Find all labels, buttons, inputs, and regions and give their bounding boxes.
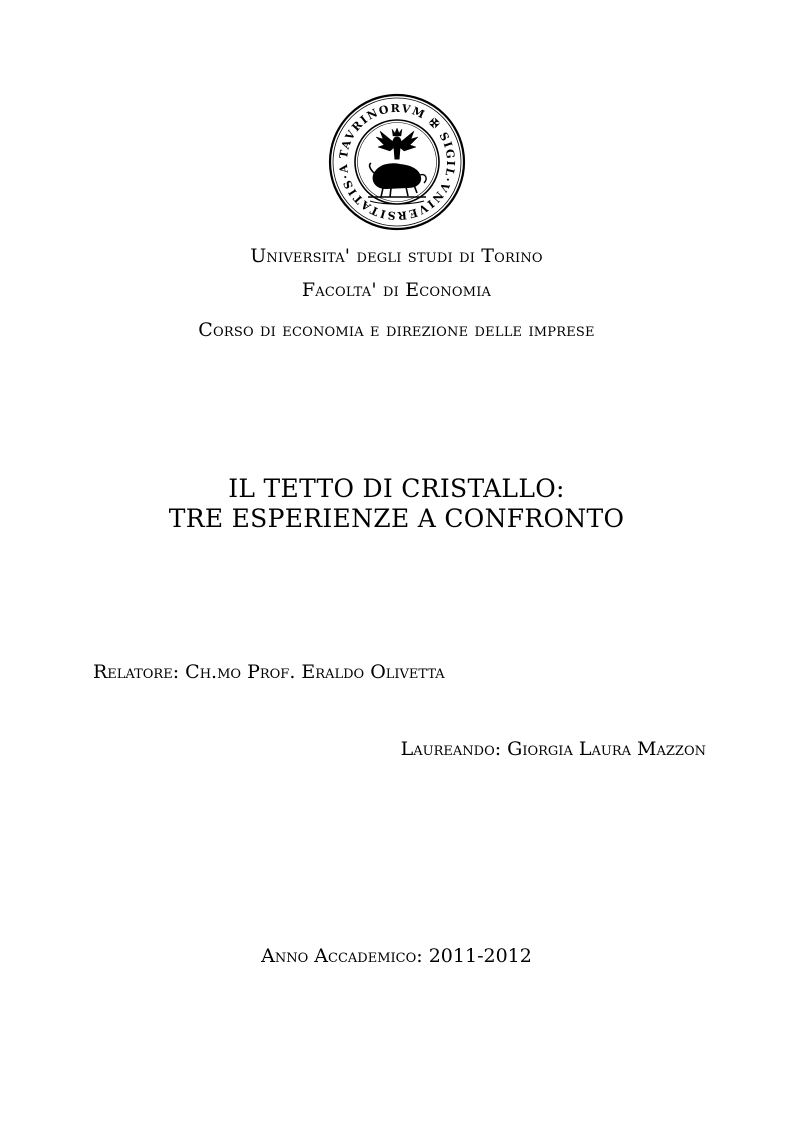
course-name: Corso di economia e direzione delle imprese: [198, 319, 595, 341]
university-name: Universita' degli studi di Torino: [250, 245, 543, 267]
faculty-name: Facolta' di Economia: [301, 279, 492, 301]
academic-year: Anno Accademico: 2011-2012: [261, 945, 532, 967]
seal-graphic: [328, 93, 466, 231]
seal-ring-text: TAVRINORVM ✠ SIGIL·VNIVERSITATIS·A: [336, 101, 458, 223]
eagle-emblem-icon: [376, 128, 418, 159]
supervisor: Relatore: Ch.mo Prof. Eraldo Olivetta: [93, 661, 445, 683]
thesis-title-line-2: TRE ESPERIENZE A CONFRONTO: [168, 504, 625, 533]
candidate: Laureando: Giorgia Laura Mazzon: [400, 738, 706, 760]
university-seal-logo: [328, 93, 466, 231]
thesis-title-line-1: IL TETTO DI CRISTALLO:: [228, 474, 565, 503]
